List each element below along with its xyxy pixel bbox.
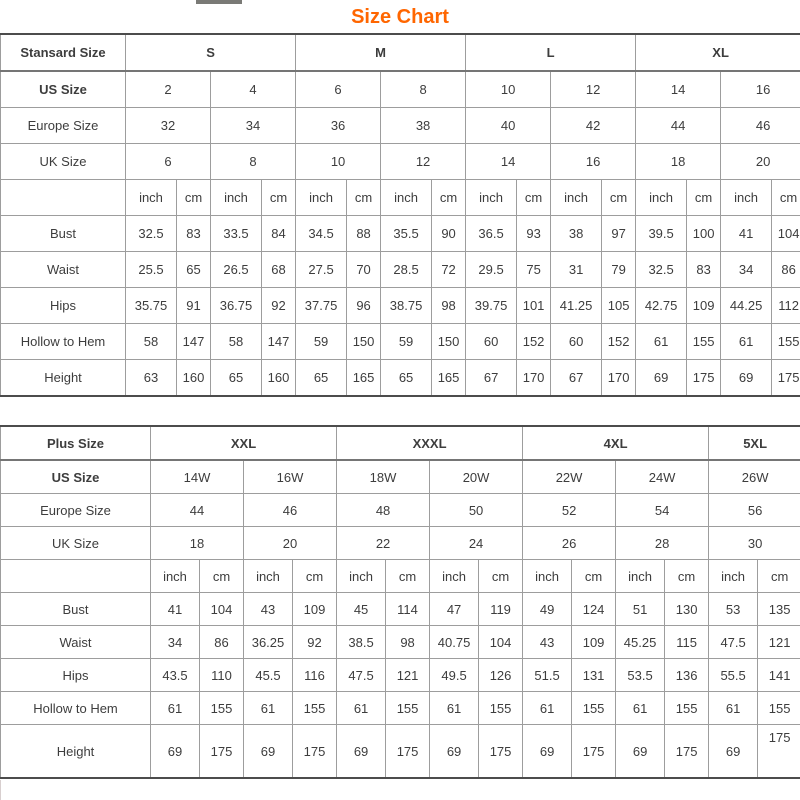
value-cell: 36 <box>296 108 381 144</box>
value-cell: 37.75 <box>296 288 347 324</box>
value-cell: 31 <box>551 252 602 288</box>
page-title: Size Chart <box>351 6 449 28</box>
value-cell: 147 <box>177 324 211 360</box>
value-cell: 126 <box>479 659 523 692</box>
value-cell: 61 <box>709 692 758 725</box>
row-label: US Size <box>1 460 151 494</box>
hollow-to-hem-row <box>1 324 800 360</box>
value-cell: 165 <box>432 360 466 397</box>
row-label: Stansard Size <box>1 34 126 71</box>
value-cell: 112 <box>772 288 800 324</box>
header-row <box>1 34 800 71</box>
value-cell: 114 <box>386 593 430 626</box>
value-cell: 109 <box>687 288 721 324</box>
height-row <box>1 725 800 779</box>
us-size-row <box>1 460 800 494</box>
value-cell: 147 <box>262 324 296 360</box>
unit-header: cm <box>602 180 636 216</box>
row-label: Bust <box>1 593 151 626</box>
value-cell: 32 <box>126 108 211 144</box>
value-cell: 43 <box>523 626 572 659</box>
unit-header: inch <box>636 180 687 216</box>
value-cell: 150 <box>347 324 381 360</box>
value-cell: 109 <box>572 626 616 659</box>
value-cell: 98 <box>432 288 466 324</box>
value-cell: 49 <box>523 593 572 626</box>
value-cell: 155 <box>665 692 709 725</box>
unit-header: cm <box>758 560 800 593</box>
value-cell: 155 <box>772 324 800 360</box>
value-cell: 72 <box>432 252 466 288</box>
value-cell: 67 <box>466 360 517 397</box>
value-cell: 42.75 <box>636 288 687 324</box>
value-cell: 175 <box>479 725 523 779</box>
unit-header: cm <box>432 180 466 216</box>
row-label: UK Size <box>1 527 151 560</box>
value-cell: 175 <box>665 725 709 779</box>
value-cell: 36.75 <box>211 288 262 324</box>
unit-header: inch <box>211 180 262 216</box>
value-cell: 135 <box>758 593 800 626</box>
row-label: Europe Size <box>1 108 126 144</box>
value-cell: 43 <box>244 593 293 626</box>
value-cell: 86 <box>200 626 244 659</box>
unit-header: inch <box>126 180 177 216</box>
value-cell: 75 <box>517 252 551 288</box>
unit-header: inch <box>381 180 432 216</box>
unit-header: inch <box>430 560 479 593</box>
unit-header: cm <box>665 560 709 593</box>
value-cell: 63 <box>126 360 177 397</box>
value-cell: 27.5 <box>296 252 347 288</box>
standard-size-table <box>0 33 800 397</box>
value-cell: 20 <box>244 527 337 560</box>
value-cell: 121 <box>386 659 430 692</box>
value-cell: 58 <box>211 324 262 360</box>
value-cell: 43.5 <box>151 659 200 692</box>
row-label: Height <box>1 725 151 779</box>
value-cell: 16 <box>551 144 636 180</box>
value-cell: 65 <box>296 360 347 397</box>
value-cell: 119 <box>479 593 523 626</box>
value-cell: 155 <box>479 692 523 725</box>
value-cell: 115 <box>665 626 709 659</box>
value-cell: 155 <box>293 692 337 725</box>
value-cell: 20 <box>721 144 800 180</box>
value-cell: 58 <box>126 324 177 360</box>
value-cell: 92 <box>262 288 296 324</box>
value-cell: 40.75 <box>430 626 479 659</box>
value-cell: 59 <box>296 324 347 360</box>
value-cell: 44.25 <box>721 288 772 324</box>
us-size-row <box>1 71 800 108</box>
empty-cell <box>1 180 126 216</box>
value-cell: 6 <box>296 71 381 108</box>
waist-row <box>1 252 800 288</box>
europe-size-row <box>1 494 800 527</box>
value-cell: 65 <box>381 360 432 397</box>
value-cell: 48 <box>337 494 430 527</box>
value-cell: 79 <box>602 252 636 288</box>
value-cell: 61 <box>523 692 572 725</box>
value-cell: 18W <box>337 460 430 494</box>
value-cell: 69 <box>721 360 772 397</box>
value-cell: 41.25 <box>551 288 602 324</box>
bust-row <box>1 216 800 252</box>
unit-header: inch <box>337 560 386 593</box>
value-cell: 96 <box>347 288 381 324</box>
value-cell: 44 <box>636 108 721 144</box>
value-cell: 47.5 <box>709 626 758 659</box>
plus-size-table <box>0 425 800 779</box>
unit-header: cm <box>772 180 800 216</box>
row-label: US Size <box>1 71 126 108</box>
value-cell: 86 <box>772 252 800 288</box>
value-cell: 175 <box>572 725 616 779</box>
value-cell: 51.5 <box>523 659 572 692</box>
value-cell: 155 <box>572 692 616 725</box>
empty-cell <box>1 560 151 593</box>
hips-row <box>1 659 800 692</box>
value-cell: 61 <box>721 324 772 360</box>
value-cell: 136 <box>665 659 709 692</box>
value-cell: 36.25 <box>244 626 293 659</box>
value-cell: 155 <box>386 692 430 725</box>
value-cell: 10 <box>296 144 381 180</box>
unit-header: cm <box>200 560 244 593</box>
value-cell: 175 <box>758 725 800 779</box>
value-cell: 61 <box>337 692 386 725</box>
value-cell: 38 <box>551 216 602 252</box>
value-cell: 121 <box>758 626 800 659</box>
value-cell: 175 <box>772 360 800 397</box>
unit-header: inch <box>551 180 602 216</box>
value-cell: 65 <box>177 252 211 288</box>
value-cell: 93 <box>517 216 551 252</box>
value-cell: 6 <box>126 144 211 180</box>
value-cell: 69 <box>636 360 687 397</box>
value-cell: 10 <box>466 71 551 108</box>
unit-header: inch <box>244 560 293 593</box>
value-cell: 8 <box>211 144 296 180</box>
value-cell: 69 <box>430 725 479 779</box>
unit-header: cm <box>262 180 296 216</box>
value-cell: 104 <box>772 216 800 252</box>
value-cell: 14 <box>636 71 721 108</box>
value-cell: 141 <box>758 659 800 692</box>
value-cell: 61 <box>636 324 687 360</box>
value-cell: 28.5 <box>381 252 432 288</box>
row-label: Waist <box>1 626 151 659</box>
value-cell: 41 <box>721 216 772 252</box>
hips-row <box>1 288 800 324</box>
value-cell: 101 <box>517 288 551 324</box>
value-cell: 69 <box>709 725 758 779</box>
units-row <box>1 180 800 216</box>
row-label: Hips <box>1 659 151 692</box>
value-cell: 124 <box>572 593 616 626</box>
value-cell: 69 <box>616 725 665 779</box>
table-continuation-line <box>0 780 1 800</box>
value-cell: 29.5 <box>466 252 517 288</box>
value-cell: 18 <box>636 144 721 180</box>
value-cell: 110 <box>200 659 244 692</box>
value-cell: 61 <box>244 692 293 725</box>
size-group-header: 5XL <box>709 426 800 460</box>
value-cell: 45.5 <box>244 659 293 692</box>
bust-row <box>1 593 800 626</box>
value-cell: 83 <box>177 216 211 252</box>
value-cell: 60 <box>551 324 602 360</box>
value-cell: 155 <box>687 324 721 360</box>
value-cell: 4 <box>211 71 296 108</box>
value-cell: 160 <box>177 360 211 397</box>
waist-row <box>1 626 800 659</box>
value-cell: 131 <box>572 659 616 692</box>
value-cell: 175 <box>293 725 337 779</box>
value-cell: 46 <box>244 494 337 527</box>
unit-header: cm <box>517 180 551 216</box>
value-cell: 170 <box>602 360 636 397</box>
value-cell: 116 <box>293 659 337 692</box>
unit-header: inch <box>151 560 200 593</box>
value-cell: 160 <box>262 360 296 397</box>
value-cell: 51 <box>616 593 665 626</box>
value-cell: 69 <box>151 725 200 779</box>
value-cell: 47.5 <box>337 659 386 692</box>
value-cell: 152 <box>602 324 636 360</box>
value-cell: 34 <box>211 108 296 144</box>
value-cell: 24 <box>430 527 523 560</box>
value-cell: 12 <box>381 144 466 180</box>
value-cell: 98 <box>386 626 430 659</box>
value-cell: 109 <box>293 593 337 626</box>
value-cell: 35.75 <box>126 288 177 324</box>
value-cell: 12 <box>551 71 636 108</box>
unit-header: inch <box>466 180 517 216</box>
value-cell: 155 <box>758 692 800 725</box>
value-cell: 32.5 <box>636 252 687 288</box>
value-cell: 53 <box>709 593 758 626</box>
header-row <box>1 426 800 460</box>
unit-header: cm <box>177 180 211 216</box>
row-label: Hollow to Hem <box>1 692 151 725</box>
value-cell: 39.5 <box>636 216 687 252</box>
size-group-header: 4XL <box>523 426 709 460</box>
value-cell: 42 <box>551 108 636 144</box>
value-cell: 2 <box>126 71 211 108</box>
value-cell: 22 <box>337 527 430 560</box>
value-cell: 16W <box>244 460 337 494</box>
value-cell: 61 <box>616 692 665 725</box>
unit-header: cm <box>386 560 430 593</box>
value-cell: 26 <box>523 527 616 560</box>
value-cell: 45.25 <box>616 626 665 659</box>
value-cell: 26.5 <box>211 252 262 288</box>
value-cell: 105 <box>602 288 636 324</box>
value-cell: 38.75 <box>381 288 432 324</box>
unit-header: inch <box>616 560 665 593</box>
value-cell: 92 <box>293 626 337 659</box>
value-cell: 49.5 <box>430 659 479 692</box>
europe-size-row <box>1 108 800 144</box>
value-cell: 41 <box>151 593 200 626</box>
value-cell: 150 <box>432 324 466 360</box>
size-group-header: XL <box>636 34 800 71</box>
size-group-header: M <box>296 34 466 71</box>
value-cell: 33.5 <box>211 216 262 252</box>
value-cell: 55.5 <box>709 659 758 692</box>
value-cell: 20W <box>430 460 523 494</box>
value-cell: 8 <box>381 71 466 108</box>
row-label: Bust <box>1 216 126 252</box>
value-cell: 70 <box>347 252 381 288</box>
value-cell: 60 <box>466 324 517 360</box>
value-cell: 130 <box>665 593 709 626</box>
size-group-header: S <box>126 34 296 71</box>
row-label: Europe Size <box>1 494 151 527</box>
value-cell: 39.75 <box>466 288 517 324</box>
value-cell: 165 <box>347 360 381 397</box>
value-cell: 65 <box>211 360 262 397</box>
value-cell: 52 <box>523 494 616 527</box>
value-cell: 175 <box>200 725 244 779</box>
value-cell: 67 <box>551 360 602 397</box>
value-cell: 175 <box>386 725 430 779</box>
value-cell: 84 <box>262 216 296 252</box>
unit-header: cm <box>293 560 337 593</box>
value-cell: 40 <box>466 108 551 144</box>
value-cell: 14 <box>466 144 551 180</box>
value-cell: 83 <box>687 252 721 288</box>
units-row <box>1 560 800 593</box>
value-cell: 25.5 <box>126 252 177 288</box>
value-cell: 32.5 <box>126 216 177 252</box>
value-cell: 59 <box>381 324 432 360</box>
value-cell: 36.5 <box>466 216 517 252</box>
value-cell: 50 <box>430 494 523 527</box>
unit-header: cm <box>347 180 381 216</box>
row-label: UK Size <box>1 144 126 180</box>
row-label: Plus Size <box>1 426 151 460</box>
value-cell: 22W <box>523 460 616 494</box>
size-group-header: XXL <box>151 426 337 460</box>
unit-header: cm <box>572 560 616 593</box>
value-cell: 175 <box>687 360 721 397</box>
value-cell: 44 <box>151 494 244 527</box>
value-cell: 69 <box>337 725 386 779</box>
value-cell: 18 <box>151 527 244 560</box>
value-cell: 34 <box>151 626 200 659</box>
value-cell: 34 <box>721 252 772 288</box>
value-cell: 100 <box>687 216 721 252</box>
value-cell: 61 <box>430 692 479 725</box>
value-cell: 24W <box>616 460 709 494</box>
value-cell: 38 <box>381 108 466 144</box>
value-cell: 56 <box>709 494 800 527</box>
height-row <box>1 360 800 397</box>
value-cell: 14W <box>151 460 244 494</box>
value-cell: 16 <box>721 71 800 108</box>
top-edge-artifact <box>196 0 242 4</box>
value-cell: 46 <box>721 108 800 144</box>
value-cell: 54 <box>616 494 709 527</box>
row-label: Waist <box>1 252 126 288</box>
value-cell: 35.5 <box>381 216 432 252</box>
unit-header: cm <box>687 180 721 216</box>
uk-size-row <box>1 144 800 180</box>
unit-header: cm <box>479 560 523 593</box>
value-cell: 104 <box>479 626 523 659</box>
unit-header: inch <box>709 560 758 593</box>
unit-header: inch <box>296 180 347 216</box>
unit-header: inch <box>721 180 772 216</box>
value-cell: 155 <box>200 692 244 725</box>
value-cell: 69 <box>244 725 293 779</box>
hollow-to-hem-row <box>1 692 800 725</box>
value-cell: 91 <box>177 288 211 324</box>
value-cell: 47 <box>430 593 479 626</box>
size-group-header: XXXL <box>337 426 523 460</box>
value-cell: 38.5 <box>337 626 386 659</box>
size-group-header: L <box>466 34 636 71</box>
value-cell: 26W <box>709 460 800 494</box>
value-cell: 34.5 <box>296 216 347 252</box>
row-label: Height <box>1 360 126 397</box>
row-label: Hollow to Hem <box>1 324 126 360</box>
value-cell: 68 <box>262 252 296 288</box>
value-cell: 104 <box>200 593 244 626</box>
value-cell: 69 <box>523 725 572 779</box>
value-cell: 30 <box>709 527 800 560</box>
uk-size-row <box>1 527 800 560</box>
value-cell: 90 <box>432 216 466 252</box>
value-cell: 88 <box>347 216 381 252</box>
value-cell: 53.5 <box>616 659 665 692</box>
value-cell: 170 <box>517 360 551 397</box>
value-cell: 97 <box>602 216 636 252</box>
value-cell: 45 <box>337 593 386 626</box>
value-cell: 61 <box>151 692 200 725</box>
unit-header: inch <box>523 560 572 593</box>
value-cell: 28 <box>616 527 709 560</box>
value-cell: 152 <box>517 324 551 360</box>
row-label: Hips <box>1 288 126 324</box>
